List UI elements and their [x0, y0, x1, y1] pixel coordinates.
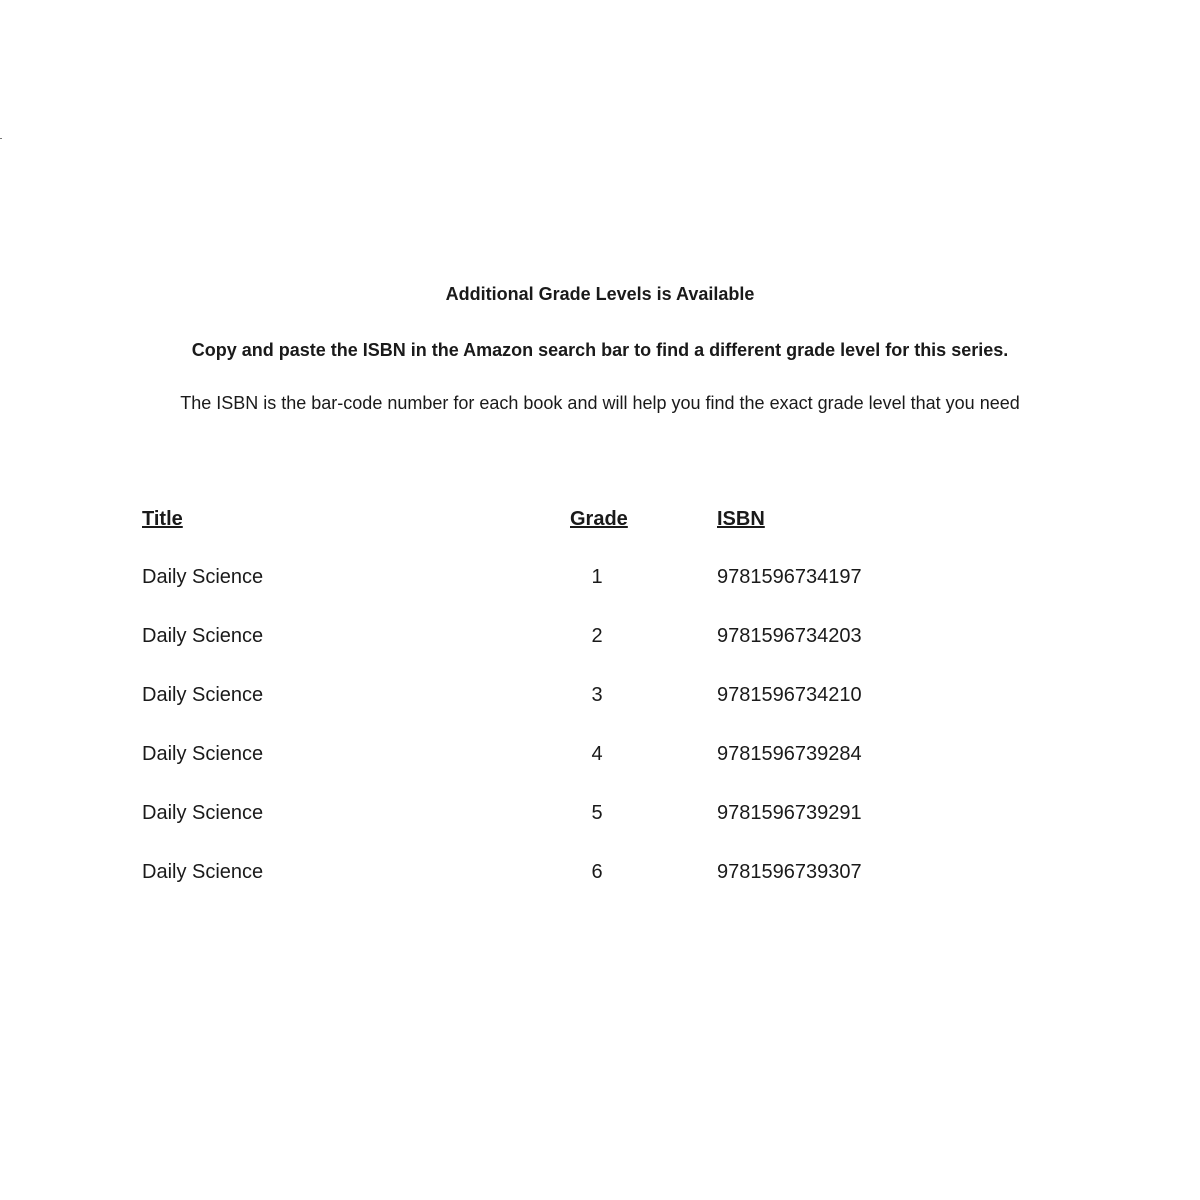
row-title: Daily Science	[142, 566, 264, 588]
scan-mark	[0, 138, 2, 139]
row-grade: 2	[591, 625, 603, 647]
row-grade: 3	[591, 684, 603, 706]
row-isbn: 9781596739284	[717, 743, 862, 765]
column-header-title: Title	[142, 508, 183, 530]
row-isbn: 9781596734203	[717, 625, 862, 647]
table-row	[0, 802, 1200, 832]
table-row	[0, 743, 1200, 773]
row-title: Daily Science	[142, 802, 264, 824]
row-isbn: 9781596734210	[717, 684, 862, 706]
row-title: Daily Science	[142, 861, 264, 883]
table-row	[0, 861, 1200, 891]
table-row	[0, 684, 1200, 714]
table-row	[0, 625, 1200, 655]
row-grade: 1	[591, 566, 603, 588]
table-row	[0, 566, 1200, 596]
isbn-note: The ISBN is the bar-code number for each book and will help you find the exact grade level that you need	[180, 393, 1020, 413]
row-isbn: 9781596739307	[717, 861, 862, 883]
row-grade: 5	[591, 802, 603, 824]
row-grade: 4	[591, 743, 603, 765]
row-title: Daily Science	[142, 743, 264, 765]
column-header-isbn: ISBN	[717, 508, 765, 530]
column-header-grade: Grade	[570, 508, 628, 530]
instruction-text: Copy and paste the ISBN in the Amazon search bar to find a different grade level for this series.	[191, 340, 1009, 360]
row-isbn: 9781596734197	[717, 566, 862, 588]
page-title: Additional Grade Levels is Available	[445, 284, 755, 304]
row-title: Daily Science	[142, 625, 264, 647]
row-isbn: 9781596739291	[717, 802, 862, 824]
row-title: Daily Science	[142, 684, 264, 706]
row-grade: 6	[591, 861, 603, 883]
